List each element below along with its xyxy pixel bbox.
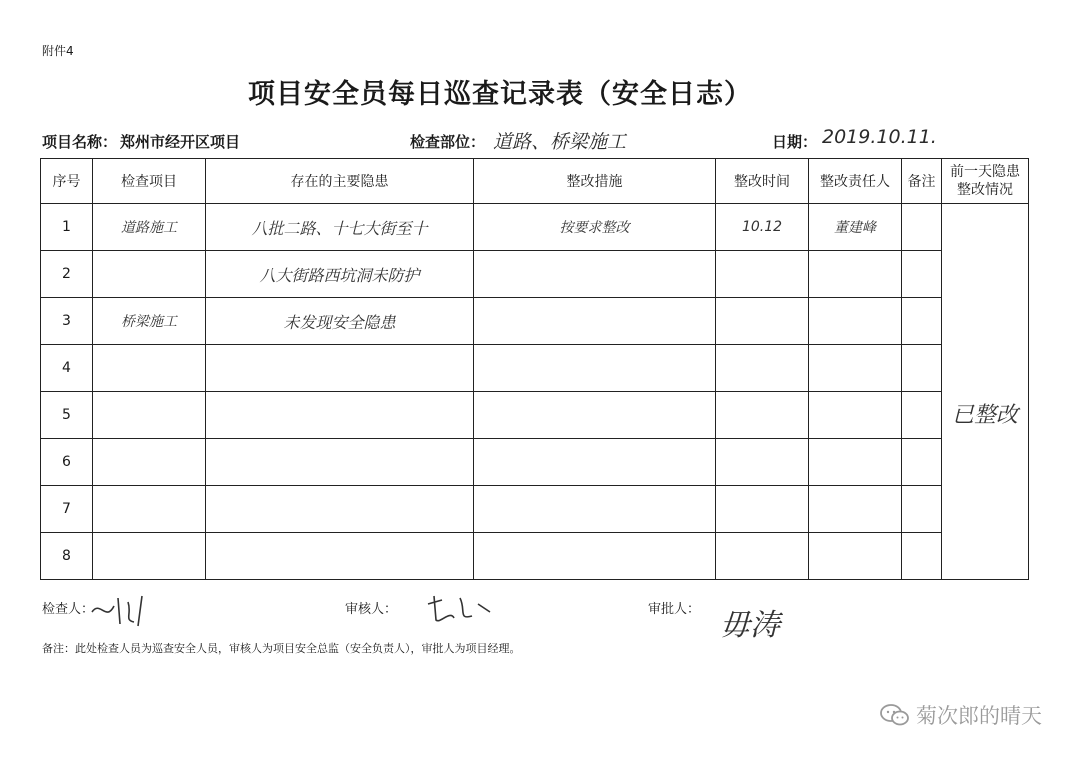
table-row bbox=[41, 204, 1029, 251]
approver-label: 审批人： bbox=[648, 602, 701, 617]
row-measure bbox=[474, 298, 716, 345]
header-time: 整改时间 bbox=[716, 159, 809, 204]
row-remark bbox=[902, 392, 942, 439]
date-label: 日期： bbox=[772, 133, 818, 151]
wechat-icon bbox=[880, 703, 910, 727]
row-item: 桥梁施工 bbox=[93, 298, 206, 345]
row-measure bbox=[474, 345, 716, 392]
row-person bbox=[809, 439, 902, 486]
row-person bbox=[809, 298, 902, 345]
row-hazard bbox=[206, 533, 474, 580]
row-time: 10.12 bbox=[716, 204, 809, 251]
row-time bbox=[716, 486, 809, 533]
project-name-value: 郑州市经开区项目 bbox=[120, 133, 241, 151]
inspection-table bbox=[40, 158, 1029, 580]
row-measure bbox=[474, 439, 716, 486]
row-measure bbox=[474, 486, 716, 533]
row-hazard bbox=[206, 345, 474, 392]
form-title: 项目安全员每日巡查记录表（安全日志） bbox=[248, 79, 752, 110]
table-row bbox=[41, 345, 1029, 392]
header-person: 整改责任人 bbox=[809, 159, 902, 204]
row-hazard: 八大街路西坑洞未防护 bbox=[206, 251, 474, 298]
header-no: 序号 bbox=[41, 159, 93, 204]
row-remark bbox=[902, 345, 942, 392]
row-hazard: 未发现安全隐患 bbox=[206, 298, 474, 345]
row-measure bbox=[474, 392, 716, 439]
row-no: 5 bbox=[41, 392, 93, 439]
row-person bbox=[809, 392, 902, 439]
row-no: 8 bbox=[41, 533, 93, 580]
row-item: 道路施工 bbox=[93, 204, 206, 251]
row-hazard bbox=[206, 439, 474, 486]
row-item bbox=[93, 345, 206, 392]
reviewer-signature bbox=[420, 590, 500, 630]
row-remark bbox=[902, 439, 942, 486]
header-prev-status bbox=[942, 159, 1029, 204]
row-remark bbox=[902, 298, 942, 345]
header-prev-line2: 整改情况 bbox=[957, 182, 1013, 198]
row-no: 3 bbox=[41, 298, 93, 345]
row-item bbox=[93, 439, 206, 486]
row-time bbox=[716, 392, 809, 439]
inspection-location-label: 检查部位： bbox=[410, 133, 486, 151]
row-measure: 按要求整改 bbox=[474, 204, 716, 251]
reviewer-label: 审核人： bbox=[345, 602, 398, 617]
row-item bbox=[93, 251, 206, 298]
row-time bbox=[716, 533, 809, 580]
table-row bbox=[41, 251, 1029, 298]
row-item bbox=[93, 392, 206, 439]
row-remark bbox=[902, 251, 942, 298]
row-time bbox=[716, 251, 809, 298]
table-row bbox=[41, 486, 1029, 533]
row-measure bbox=[474, 533, 716, 580]
watermark-text: 菊次郎的晴天 bbox=[916, 704, 1042, 728]
row-person bbox=[809, 486, 902, 533]
row-item bbox=[93, 486, 206, 533]
table-row bbox=[41, 392, 1029, 439]
table-header-row bbox=[41, 159, 1029, 204]
row-person bbox=[809, 533, 902, 580]
row-person: 董建峰 bbox=[809, 204, 902, 251]
row-time bbox=[716, 298, 809, 345]
prev-status-value: 已整改 bbox=[951, 403, 1018, 428]
row-no: 2 bbox=[41, 251, 93, 298]
row-remark bbox=[902, 533, 942, 580]
table-row bbox=[41, 533, 1029, 580]
header-hazard: 存在的主要隐患 bbox=[206, 159, 474, 204]
row-no: 1 bbox=[41, 204, 93, 251]
header-measure: 整改措施 bbox=[474, 159, 716, 204]
row-no: 4 bbox=[41, 345, 93, 392]
row-time bbox=[716, 439, 809, 486]
attachment-label: 附件4 bbox=[42, 44, 74, 58]
inspector-label: 检查人： bbox=[42, 602, 95, 617]
row-no: 6 bbox=[41, 439, 93, 486]
approver-signature: 毋涛 bbox=[720, 608, 780, 643]
header-item: 检查项目 bbox=[93, 159, 206, 204]
header-prev-line1: 前一天隐患 bbox=[950, 164, 1020, 180]
row-remark bbox=[902, 204, 942, 251]
row-remark bbox=[902, 486, 942, 533]
row-hazard bbox=[206, 392, 474, 439]
inspection-location-value: 道路、桥梁施工 bbox=[493, 131, 627, 153]
row-hazard: 八批二路、十七大街至十 bbox=[206, 204, 474, 251]
row-person bbox=[809, 251, 902, 298]
table-row bbox=[41, 439, 1029, 486]
row-time bbox=[716, 345, 809, 392]
header-remark: 备注 bbox=[902, 159, 942, 204]
project-name-label: 项目名称： bbox=[42, 133, 118, 151]
inspector-signature bbox=[88, 592, 158, 628]
watermark bbox=[880, 700, 1042, 730]
table-row bbox=[41, 298, 1029, 345]
row-measure bbox=[474, 251, 716, 298]
row-no: 7 bbox=[41, 486, 93, 533]
footnote: 备注：此处检查人员为巡查安全人员，审核人为项目安全总监（安全负责人），审批人为项目经理。 bbox=[42, 642, 521, 655]
date-value: 2019.10.11. bbox=[822, 126, 937, 148]
prev-status-cell bbox=[942, 204, 1029, 580]
row-hazard bbox=[206, 486, 474, 533]
row-item bbox=[93, 533, 206, 580]
row-person bbox=[809, 345, 902, 392]
